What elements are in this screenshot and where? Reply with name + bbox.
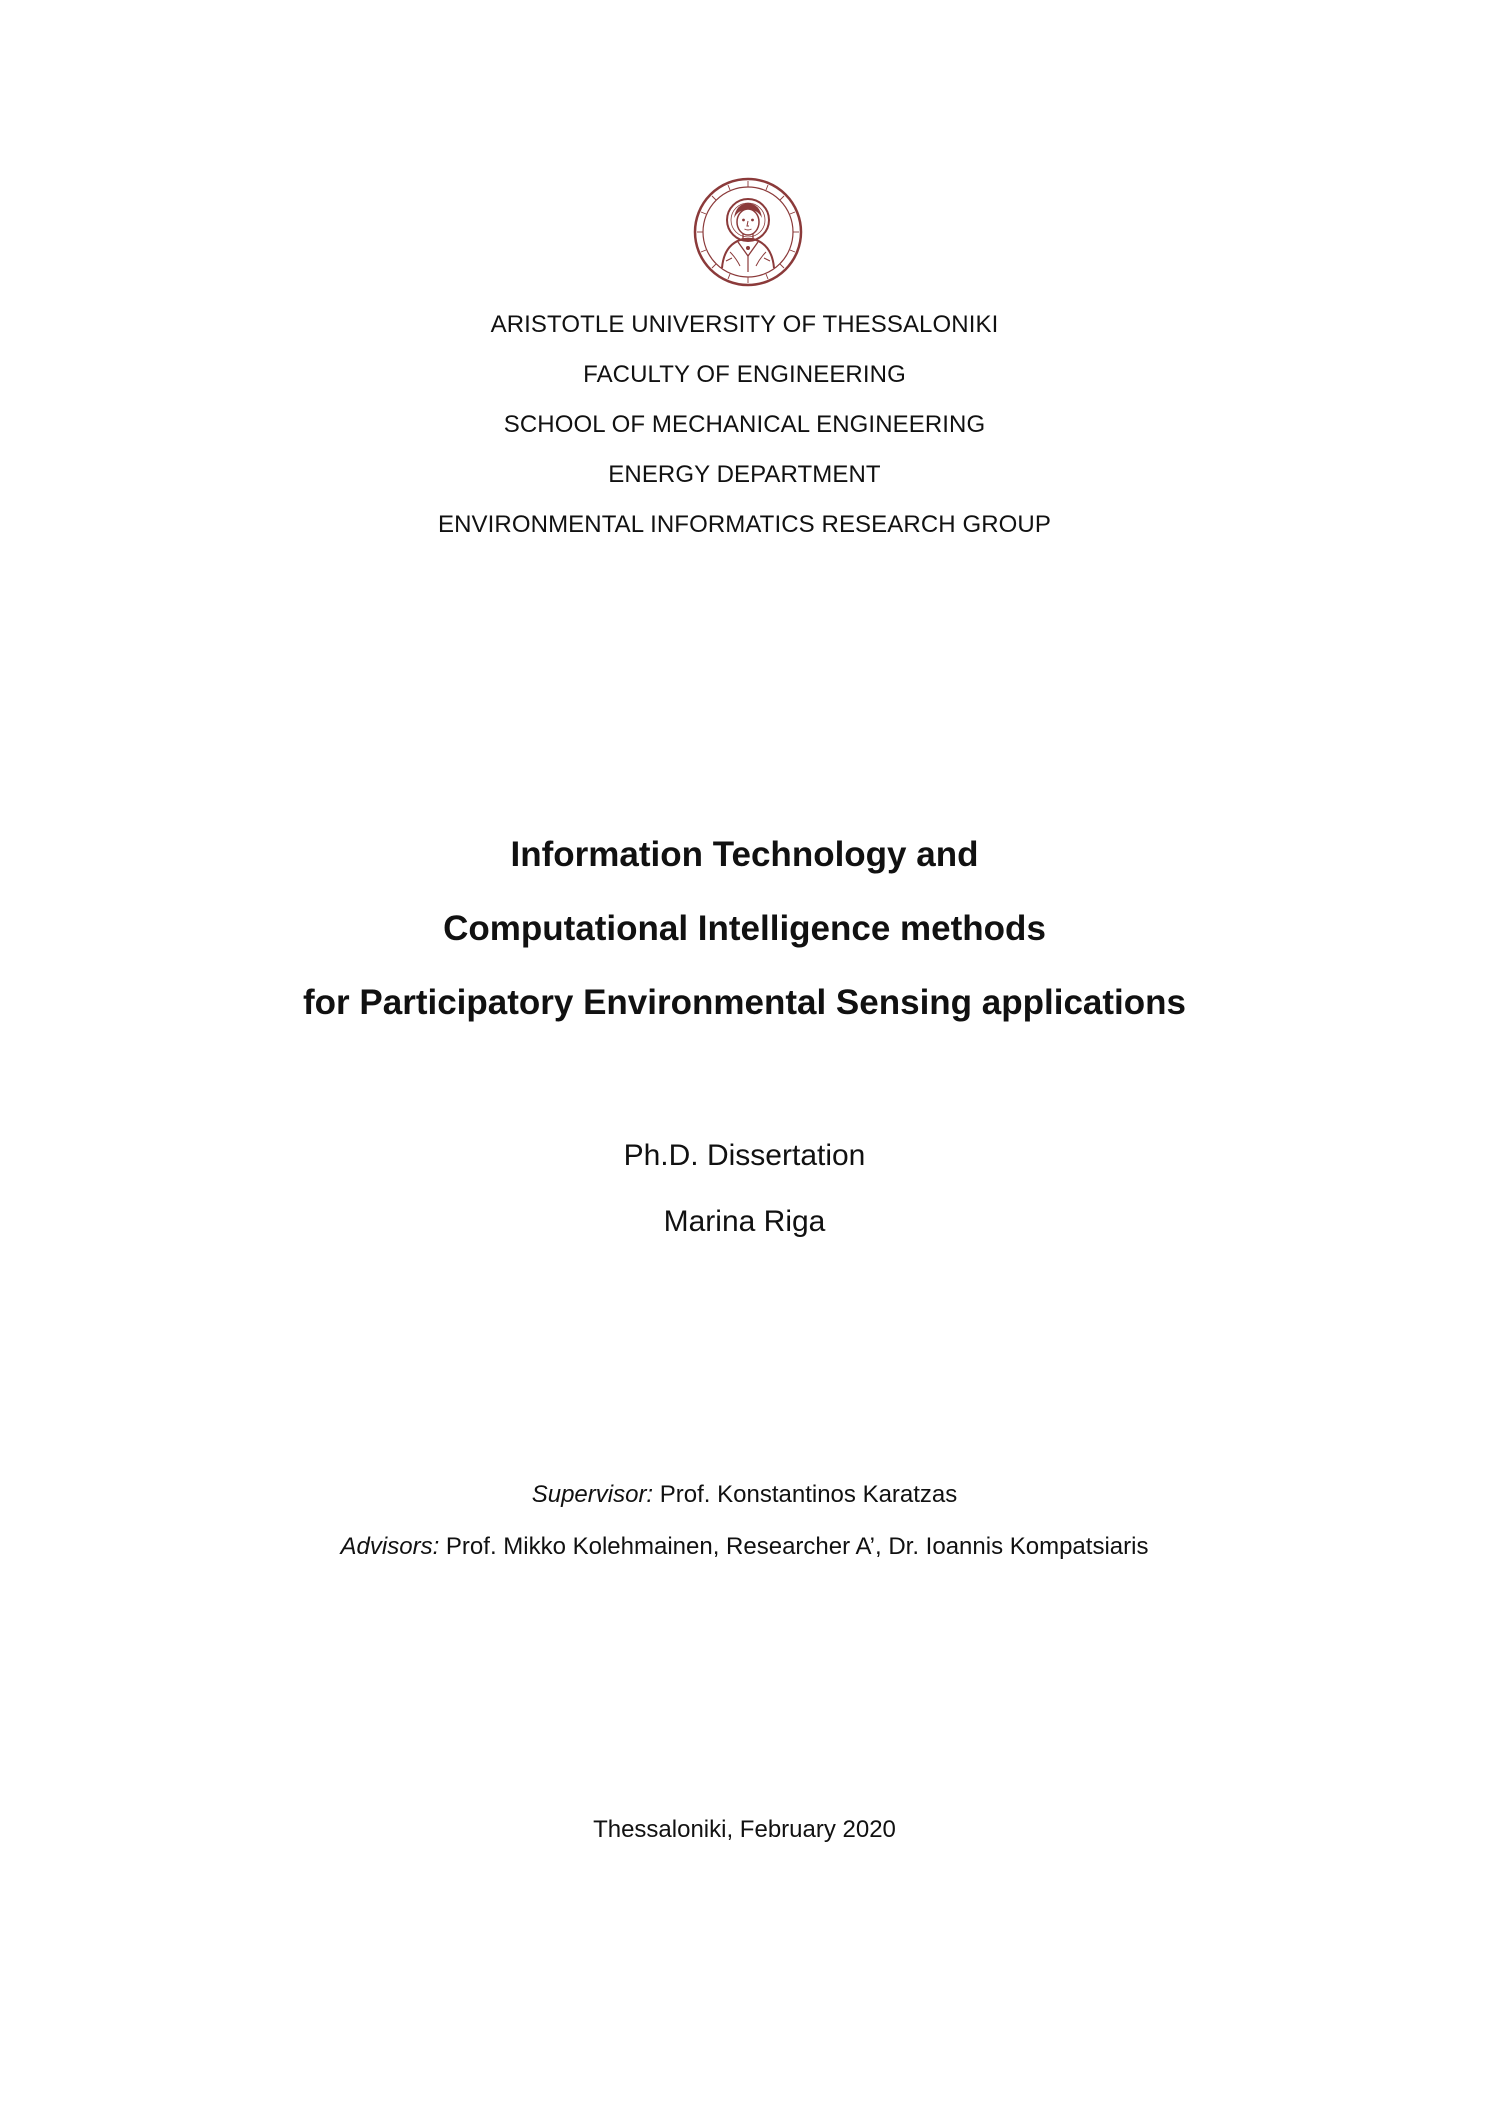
institution-block [0,300,1489,550]
advisors-line [0,1530,1489,1564]
document-type: Ph.D. Dissertation [623,1139,866,1172]
university-seal-icon [692,176,804,288]
title-line-1: Information Technology and [510,835,979,874]
dissertation-title [0,818,1489,1040]
supervisor-label: Supervisor: [531,1481,654,1508]
faculty-name: FACULTY OF ENGINEERING [583,361,906,388]
title-line-2: Computational Intelligence methods [443,909,1046,948]
author-name: Marina Riga [663,1205,826,1238]
advisors-label: Advisors: [340,1533,440,1560]
research-group-name: ENVIRONMENTAL INFORMATICS RESEARCH GROUP [438,511,1051,538]
place-and-date: Thessaloniki, February 2020 [593,1816,896,1843]
supervisor-name: Prof. Konstantinos Karatzas [659,1481,958,1508]
supervisor-line [0,1478,1489,1512]
advisors-names: Prof. Mikko Kolehmainen, Researcher A’, Dr. Ioannis Kompatsiaris [445,1533,1149,1560]
title-line-3: for Participatory Environmental Sensing applications [303,983,1186,1022]
school-name: SCHOOL OF MECHANICAL ENGINEERING [503,411,986,438]
department-name: ENERGY DEPARTMENT [608,461,881,488]
university-name: ARISTOTLE UNIVERSITY OF THESSALONIKI [490,311,999,338]
